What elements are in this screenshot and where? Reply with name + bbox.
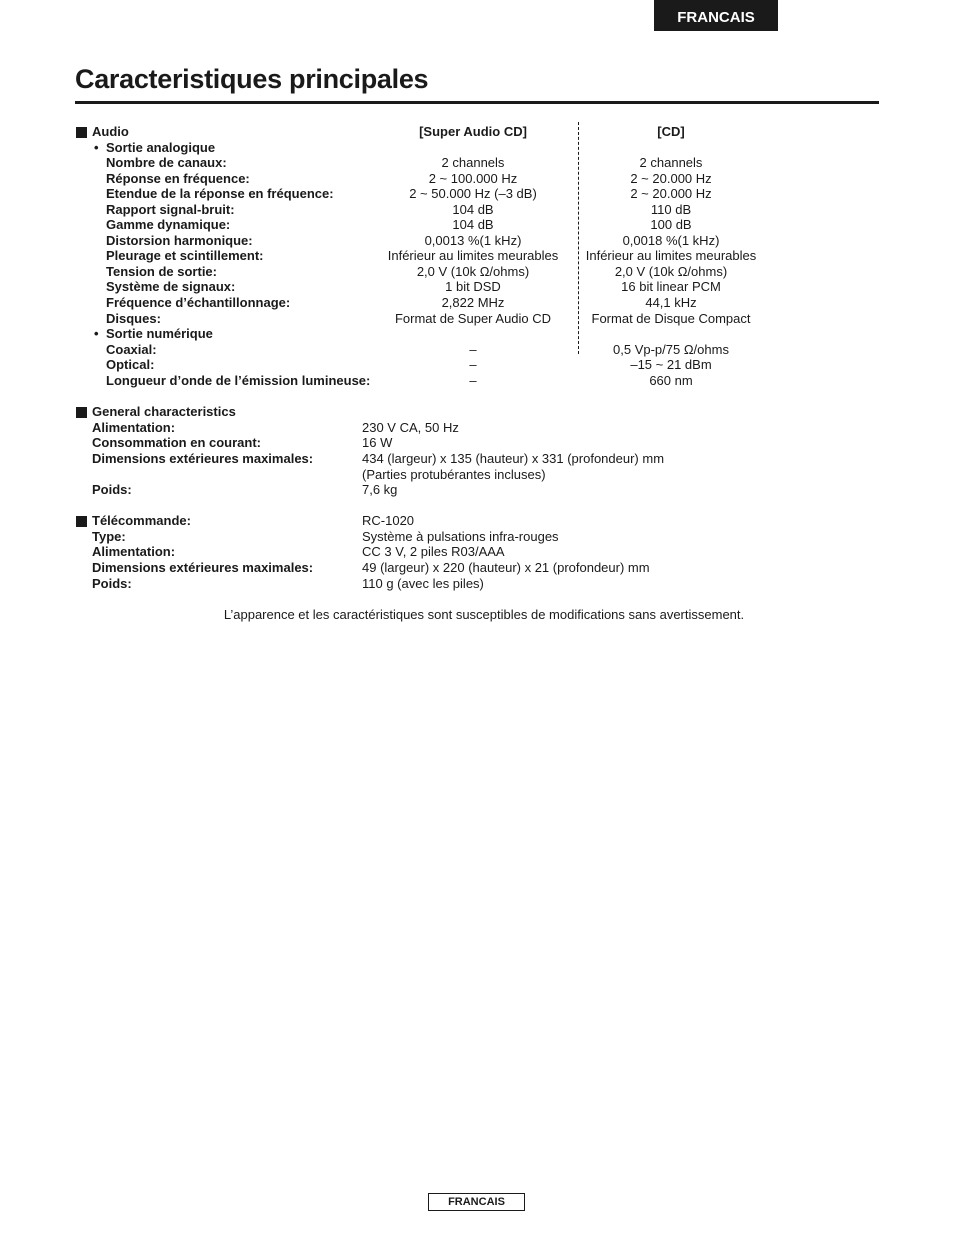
spec-label: Coaxial:	[106, 342, 157, 357]
spec-value-cd: Inférieur au limites meurables	[585, 248, 757, 263]
spec-value: Système à pulsations infra-rouges	[362, 529, 559, 544]
bullet-icon: •	[94, 140, 99, 155]
spec-value-sacd: 104 dB	[452, 217, 494, 232]
spec-label: Distorsion harmonique:	[106, 233, 253, 248]
spec-label: Dimensions extérieures maximales:	[92, 560, 314, 575]
spec-label: Poids:	[92, 482, 132, 497]
spec-value-cd: 16 bit linear PCM	[621, 279, 721, 294]
title-rule	[75, 101, 879, 104]
spec-label: Etendue de la réponse en fréquence:	[106, 186, 334, 201]
spec-value-sacd: 2,0 V (10k Ω/ohms)	[416, 264, 530, 279]
spec-label: Optical:	[106, 357, 155, 372]
spec-value-cd: 2,0 V (10k Ω/ohms)	[614, 264, 728, 279]
spec-value-cd: 2 channels	[639, 155, 703, 170]
spec-value-sacd: 1 bit DSD	[445, 279, 501, 294]
spec-value-sacd: 0,0013 %(1 kHz)	[424, 233, 522, 248]
spec-value-sacd: 2,822 MHz	[441, 295, 505, 310]
spec-value-sacd: Inférieur au limites meurables	[387, 248, 559, 263]
spec-value-sacd: –	[469, 342, 477, 357]
spec-label: Gamme dynamique:	[106, 217, 231, 232]
column-header-sacd: [Super Audio CD]	[419, 124, 527, 139]
square-bullet-icon	[76, 516, 87, 527]
spec-value: 16 W	[362, 435, 393, 450]
language-tab: FRANCAIS	[654, 0, 778, 31]
spec-value-cd: 0,5 Vp-p/75 Ω/ohms	[613, 342, 729, 357]
spec-label: Nombre de canaux:	[106, 155, 227, 170]
spec-value-cd: 110 dB	[650, 202, 692, 217]
spec-value-sacd: 104 dB	[452, 202, 494, 217]
square-bullet-icon	[76, 407, 87, 418]
footer-language-tab: FRANCAIS	[428, 1193, 525, 1211]
spec-label: Dimensions extérieures maximales:	[92, 451, 314, 466]
spec-value: CC 3 V, 2 piles R03/AAA	[362, 544, 505, 559]
spec-value-sacd: –	[469, 357, 477, 372]
disclaimer-note: L’apparence et les caractéristiques sont susceptibles de modifications sans avertissement.	[223, 607, 745, 622]
spec-value-cd: 0,0018 %(1 kHz)	[622, 233, 720, 248]
spec-value-sacd: 2 ~ 50.000 Hz (–3 dB)	[409, 186, 537, 201]
spec-value-sacd: –	[469, 373, 477, 388]
section-label-remote: Télécommande:	[92, 513, 191, 528]
section-label-audio: Audio	[92, 124, 129, 139]
spec-label: Rapport signal-bruit:	[106, 202, 235, 217]
spec-label: Poids:	[92, 576, 132, 591]
spec-value-cd: 100 dB	[650, 217, 692, 232]
subsection-label: Sortie numérique	[106, 326, 213, 341]
spec-label: Alimentation:	[92, 544, 176, 559]
spec-value-cd: 660 nm	[649, 373, 693, 388]
spec-value-sacd: 2 ~ 100.000 Hz	[428, 171, 518, 186]
spec-label: Disques:	[106, 311, 161, 326]
spec-value-cd: –15 ~ 21 dBm	[630, 357, 712, 372]
spec-value: 434 (largeur) x 135 (hauteur) x 331 (profondeur) mm	[362, 451, 665, 466]
spec-value: 110 g (avec les piles)	[362, 576, 484, 591]
spec-label: Longueur d’onde de l’émission lumineuse:	[106, 373, 371, 388]
spec-value: RC-1020	[362, 513, 415, 528]
spec-value-sacd: 2 channels	[441, 155, 505, 170]
spec-value-sacd: Format de Super Audio CD	[394, 311, 552, 326]
spec-label: Consommation en courant:	[92, 435, 262, 450]
spec-value: 49 (largeur) x 220 (hauteur) x 21 (profondeur) mm	[362, 560, 650, 575]
spec-value-cd: Format de Disque Compact	[591, 311, 751, 326]
spec-value-cd: 2 ~ 20.000 Hz	[630, 171, 712, 186]
spec-value-cd: 44,1 kHz	[645, 295, 697, 310]
spec-value: (Parties protubérantes incluses)	[362, 467, 546, 482]
spec-label: Fréquence d’échantillonnage:	[106, 295, 291, 310]
spec-value: 7,6 kg	[362, 482, 398, 497]
spec-label: Alimentation:	[92, 420, 176, 435]
bullet-icon: •	[94, 326, 99, 341]
square-bullet-icon	[76, 127, 87, 138]
spec-value-cd: 2 ~ 20.000 Hz	[630, 186, 712, 201]
subsection-label: Sortie analogique	[106, 140, 216, 155]
spec-label: Réponse en fréquence:	[106, 171, 250, 186]
column-header-cd: [CD]	[657, 124, 685, 139]
spec-label: Tension de sortie:	[106, 264, 217, 279]
section-label-general: General characteristics	[92, 404, 236, 419]
page-title: Caracteristiques principales	[75, 64, 429, 94]
spec-label: Type:	[92, 529, 126, 544]
spec-value: 230 V CA, 50 Hz	[362, 420, 459, 435]
spec-label: Système de signaux:	[106, 279, 236, 294]
spec-label: Pleurage et scintillement:	[106, 248, 264, 263]
